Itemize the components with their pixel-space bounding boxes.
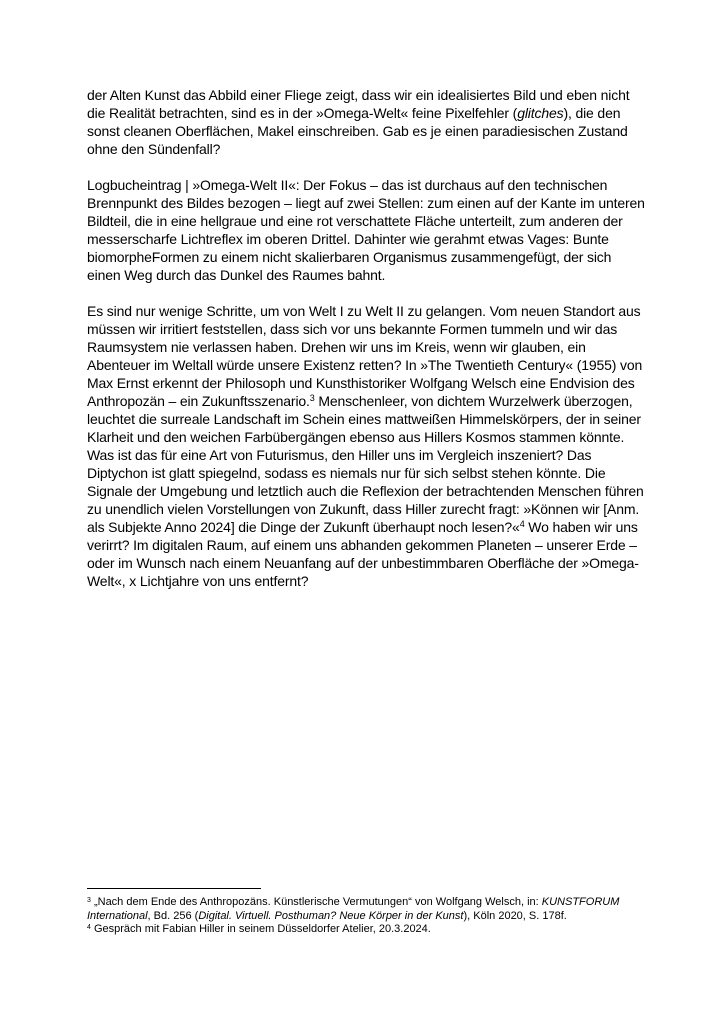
paragraph-3-text-b: Menschenleer, von dichtem Wurzelwerk überzogen, leuchtet die surreale Landschaft im Schein eines mattweißen Himmelskörpers, der in seiner Klarheit und den weichen Farbübergängen ebenso aus Hillers Kosmos stammen könnte. bbox=[87, 393, 641, 445]
footnote-3-text-c: , Bd. 256 ( bbox=[147, 909, 199, 922]
footnote-3 bbox=[87, 896, 647, 923]
footnote-3-text-e: ), Köln 2020, S. 178f. bbox=[463, 909, 567, 922]
footnotes bbox=[87, 896, 647, 937]
footnote-ref-3[interactable]: 3 bbox=[309, 393, 315, 403]
paragraph-1-text-c: ), die den sonst cleanen Oberflächen, Makel einschreiben. Gab es je einen paradiesischen Zustand ohne den Sündenfall? bbox=[87, 105, 628, 157]
footnote-4 bbox=[87, 923, 647, 937]
footnote-separator bbox=[87, 888, 261, 889]
paragraph-1-italic: glitches bbox=[517, 105, 564, 121]
paragraph-1 bbox=[87, 86, 647, 158]
footnote-3-italic-d: Digital. Virtuell. Posthuman? Neue Körper in der Kunst bbox=[198, 909, 464, 922]
paragraph-3-text-a: Es sind nur wenige Schritte, um von Welt I zu Welt II zu gelangen. Vom neuen Standort aus müssen wir irritiert feststellen, dass sich vor uns bekannte Formen tummeln und wir das Raumsystem nie verlassen haben. Drehen wir uns im Kreis, wenn wir glauben, ein Abenteuer im Weltall würde unsere Existenz retten? In »The Twentieth Century« (1955) von Max Ernst erkennt der Philosoph und Kunsthistoriker Wolfgang Welsch eine Endvision des Anthropozän – ein Zukunftsszenario. bbox=[87, 303, 643, 409]
paragraph-1-text-a: der Alten Kunst das Abbild einer Fliege zeigt, dass wir ein idealisiertes Bild und eben nicht die Realität betrachten, sind es in der »Omega-Welt« feine Pixelfehler ( bbox=[87, 87, 630, 121]
paragraph-4 bbox=[87, 446, 647, 590]
paragraph-4-text-a: Was ist das für eine Art von Futurismus, den Hiller uns im Vergleich inszeniert? Das Diptychon ist glatt spiegelnd, sodass es niemals nur für sich selbst stehen könnte. Die Signale der Umgebung und letztlich auch die Reflexion der betrachtenden Menschen führen zu unendlich vielen Vorstellungen von Zukunft, dass Hiller zurecht fragt: »Können wir [Anm. als Subjekte Anno 2024] die Dinge der Zukunft überhaupt noch lesen?« bbox=[87, 447, 644, 535]
footnote-ref-4[interactable]: 4 bbox=[519, 519, 525, 529]
body-text bbox=[87, 86, 647, 590]
footnote-3-text-a: „Nach dem Ende des Anthropozäns. Künstlerische Vermutungen“ von Wolfgang Welsch, in: bbox=[90, 896, 542, 908]
paragraph-2: Logbucheintrag | »Omega-Welt II«: Der Fokus – das ist durchaus auf den technischen Brennpunkt des Bildes bezogen – liegt auf zwei Stellen: zum einen auf der Kante im unteren Bildteil, die in eine hellgraue und eine rot verschattete Fläche unterteilt, zum anderen der messerscharfe Lichtreflex im oberen Drittel. Dahinter wie gerahmt etwas Vages: Bunte biomorpheFormen zu einem nicht skalierbaren Organismus zusammengefügt, der sich einen Weg durch das Dunkel des Raumes bahnt. bbox=[87, 177, 645, 283]
footnote-4-text: Gespräch mit Fabian Hiller in seinem Düsseldorfer Atelier, 20.3.2024. bbox=[90, 923, 431, 935]
paragraph-3 bbox=[87, 302, 647, 446]
footnote-4-number: 4 bbox=[87, 924, 91, 931]
paragraph-4-text-b: Wo haben wir uns verirrt? Im digitalen Raum, auf einem uns abhanden gekommen Planeten – unserer Erde – oder im Wunsch nach einem Neuanfang auf der unbestimmbaren Oberfläche der »Omega-Welt«, x Lichtjahre von uns entfernt? bbox=[87, 519, 639, 589]
footnote-3-number: 3 bbox=[87, 897, 91, 904]
footnote-3-italic-b: KUNSTFORUM International bbox=[87, 896, 620, 922]
